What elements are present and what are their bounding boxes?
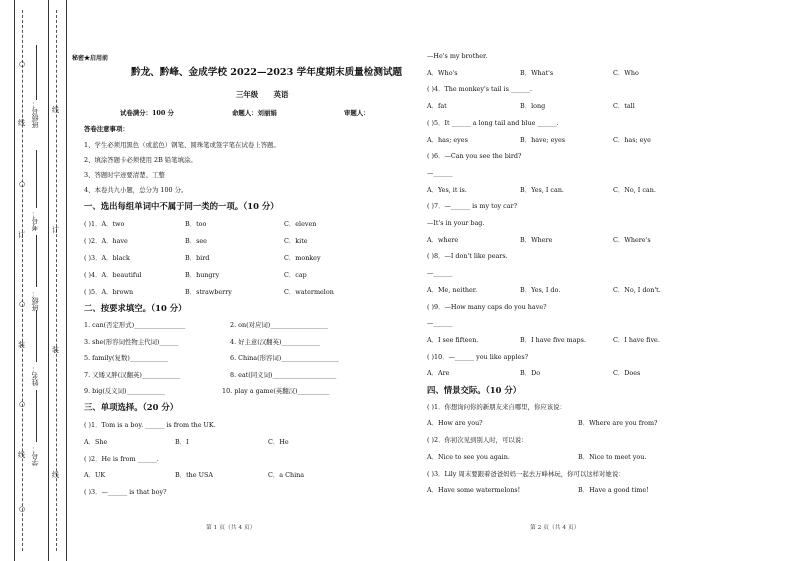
binding-line-outer: [14, 0, 15, 561]
s3-q1-c: C．He: [268, 438, 289, 446]
s3-q1-a: A．She: [84, 438, 108, 446]
right-line: ( )10．—______ you like apples?: [427, 352, 529, 361]
field-name: 姓名：: [31, 365, 39, 386]
answer-option: B．Where are you from?: [578, 419, 658, 428]
answer-option: A．Have some watermelons!: [427, 486, 521, 495]
binding-mark: 装: [18, 341, 25, 349]
answer-option: B．What's: [520, 68, 554, 77]
binding-mark: 线: [52, 106, 59, 114]
section-3-title: 三、单项选择。（20 分）: [84, 402, 179, 412]
s2-item: 5. family(复数)____________: [84, 354, 169, 362]
right-line: ( )8．—I don't like pears.: [427, 252, 508, 261]
right-line: —______: [427, 269, 453, 278]
answer-option: A．Me, neither.: [427, 285, 478, 294]
right-line: —______: [427, 319, 453, 328]
right-line: ( )4．The monkey's tail is ______.: [427, 85, 533, 94]
answer-option: C．tall: [613, 102, 635, 111]
s1-q4-c: C．cap: [284, 271, 307, 279]
binding-mark: 线: [18, 451, 25, 459]
s2-item: 1. can(否定形式)________________: [84, 321, 186, 329]
notice-item: 4、本卷共九小题，总分为 100 分。: [84, 186, 188, 194]
binding-circle: ○: [19, 300, 26, 308]
s3-q1-b: B．I: [175, 438, 189, 446]
answer-option: C．I have five.: [613, 335, 660, 344]
answer-option: C．No, I can.: [613, 185, 656, 194]
field-class: 班级：: [31, 290, 39, 311]
s2-item: 3. she(形容词性物主代词)______: [84, 338, 179, 346]
s1-q3: ( )3．A．black: [84, 254, 130, 262]
s1-q2-b: B．see: [185, 237, 207, 245]
answer-option: A．Who's: [427, 68, 458, 77]
s3-q3: ( )3．—______ is that boy?: [84, 488, 167, 496]
cut-line-left: [22, 10, 23, 551]
page-footer-2: 第 2 页（共 4 页）: [530, 525, 580, 531]
right-line: ( )5．It ______ a long tail and blue ______.: [427, 118, 559, 127]
s1-q4: ( )4．A．beautiful: [84, 271, 142, 279]
field-line: [36, 390, 37, 442]
answer-option: C．Where's: [613, 235, 651, 244]
answer-option: A．How are you?: [427, 419, 483, 428]
answer-option: A．fat: [427, 102, 447, 111]
answer-option: B．Where: [520, 235, 553, 244]
s2-item: 8. eat(同义词)____________________: [230, 371, 337, 379]
confidential-tag: 秘密★启用前: [72, 55, 109, 62]
field-line: [36, 150, 37, 208]
exam-author: 命题人：刘丽娟: [232, 109, 277, 117]
binding-circle: ○: [19, 60, 26, 68]
exam-reviewer: 审题人：: [344, 109, 370, 117]
binding-mark: 订: [52, 226, 59, 234]
s1-q3-c: C．monkey: [284, 254, 321, 262]
s2-item: 7. 又矮又胖(汉翻英)____________: [84, 371, 181, 379]
s2-item: 2. on(对应词)__________________: [230, 321, 328, 329]
right-line: ( )6．—Can you see the bird?: [427, 152, 522, 161]
s1-q1: ( )1．A．two: [84, 220, 125, 228]
answer-option: B．long: [520, 102, 546, 111]
answer-option: C．has; eye: [613, 135, 651, 144]
exam-full-score: 试卷满分：100 分: [120, 109, 174, 117]
field-line: [36, 310, 37, 362]
exam-title: 黔龙、黔峰、金成学校 2022—2023 学年度期末质量检测试题: [131, 67, 403, 78]
s1-q5: ( )5．A．brown: [84, 288, 134, 296]
answer-option: B．Do: [520, 369, 541, 378]
answer-option: B．Have a good time!: [578, 486, 649, 495]
s1-q3-b: B．bird: [185, 254, 210, 262]
s1-q5-c: C．watermelon: [284, 288, 334, 296]
s2-item: 10. play a game(英翻汉)__________: [222, 387, 330, 395]
notice-item: 2、填涂答题卡必须使用 2B 铅笔填涂。: [84, 156, 197, 164]
field-student-number: 学号：: [31, 445, 39, 466]
s3-q2-b: B．the USA: [175, 471, 213, 479]
binding-margin: [0, 0, 70, 561]
field-line: [36, 45, 37, 100]
page-footer-1: 第 1 页（共 4 页）: [206, 525, 256, 531]
binding-circle: ○: [19, 400, 26, 408]
section-2-title: 二、按要求填空。（10 分）: [84, 303, 187, 313]
binding-line-inner: [66, 0, 67, 561]
right-line: —______: [427, 168, 453, 177]
s2-item: 4. 好主意(汉翻英)____________: [230, 338, 320, 346]
binding-mark: 订: [18, 231, 25, 239]
field-line: [36, 235, 37, 287]
answer-option: B．I have five maps.: [520, 335, 586, 344]
answer-option: C．Who: [613, 68, 639, 77]
section-4-title: 四、情景交际。（10 分）: [427, 385, 522, 395]
s3-q1: ( )1．Tom is a boy. ______ is from the UK.: [84, 421, 216, 429]
binding-mark: 线: [52, 471, 59, 479]
answer-option: B．Nice to meet you.: [578, 452, 647, 461]
answer-option: A．Yes, it is.: [427, 185, 467, 194]
field-exam-number: 考号：: [31, 210, 39, 231]
exam-subtitle: 三年级 英语: [236, 90, 289, 99]
binding-mark: 线: [18, 119, 25, 127]
right-line: ( )3．Lily 周末要跟着爸爸妈妈一起去万峰林玩，你可以这样对她说：: [427, 469, 625, 478]
answer-option: A．I see fifteen.: [427, 335, 479, 344]
answer-option: B．Yes, I can.: [520, 185, 564, 194]
notice-item: 1、学生必须用黑色（或蓝色）钢笔、圆珠笔或签字笔在试卷上答题。: [84, 141, 280, 149]
right-line: —He's my brother.: [427, 52, 488, 60]
s3-q2-a: A．UK: [84, 471, 106, 479]
answer-option: C．No, I don't.: [613, 285, 661, 294]
binding-mark: 装: [52, 346, 59, 354]
answer-option: A．Are: [427, 369, 450, 378]
binding-circle: ○: [19, 180, 26, 188]
s1-q4-b: B．hungry: [185, 271, 220, 279]
s1-q2: ( )2．A．have: [84, 237, 128, 245]
s1-q1-b: B．too: [185, 220, 207, 228]
binding-line-middle: [48, 0, 49, 561]
answer-option: C．Does: [613, 369, 641, 378]
right-line: ( )1．你想询问你的新朋友来自哪里，你应该说：: [427, 402, 566, 411]
right-line: ( )2．你初次见到别人时，可以说：: [427, 436, 528, 445]
answer-option: A．has; eyes: [427, 135, 468, 144]
answer-option: A．Nice to see you again.: [427, 452, 510, 461]
field-class-number: 班级号：: [31, 100, 39, 128]
s2-item: 6. China(形容词)__________________: [230, 354, 339, 362]
answer-option: B．have; eyes: [520, 135, 566, 144]
s1-q2-c: C．kite: [284, 237, 308, 245]
notice-heading: 答卷注意事项：: [84, 125, 129, 133]
notice-item: 3、答题时字迹要清楚、工整: [84, 171, 165, 179]
right-line: —It's in your bag.: [427, 219, 485, 227]
s3-q2: ( )2．He is from ______.: [84, 455, 159, 463]
s1-q1-c: C．eleven: [284, 220, 317, 228]
right-line: ( )7．—______ is my toy car?: [427, 202, 518, 211]
s2-item: 9. big(反义词)____________: [84, 387, 165, 395]
s1-q5-b: B．strawberry: [185, 288, 232, 296]
answer-option: A．where: [427, 235, 459, 244]
binding-circle: ○: [19, 505, 26, 513]
answer-option: B．Yes, I do.: [520, 285, 561, 294]
section-1-title: 一、选出每组单词中不属于同一类的一项。（10 分）: [84, 201, 279, 211]
right-line: ( )9．—How many caps do you have?: [427, 302, 547, 311]
s3-q2-c: C．a China: [268, 471, 305, 479]
